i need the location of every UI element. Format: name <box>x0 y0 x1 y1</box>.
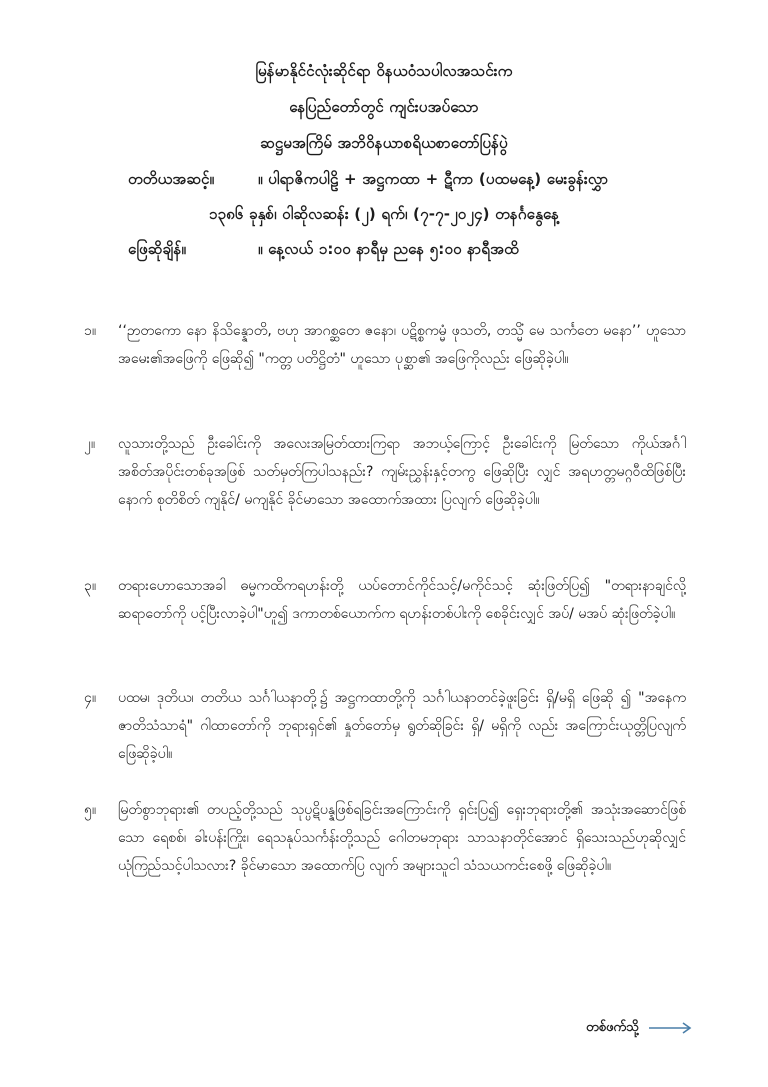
header-time-value: ။ နေ့လယ် ၁:၀၀ နာရီမှ ညနေ ၅:၀၀ နာရီအထိ <box>258 240 519 258</box>
question-number: ၁။ <box>84 323 97 339</box>
question-number: ၃။ <box>84 578 97 594</box>
question-text: လူသားတို့သည် ဦးခေါင်းကို အလေးအမြတ်ထားကြရာ အဘယ့်ကြောင့် ဦးခေါင်းကို မြတ်သော ကိုယ်အင်္ဂါအစိတ်အပိုင်းတစ်ခုအဖြစ် သတ်မှတ်ကြပါသနည်း? ကျမ်းညွှန်းနှင့်တကွ ဖြေဆိုပြီး လျှင် အရဟတ္တမဂ္ဂဝီထိဖြစ်ပြီးနောက် စုတိစိတ် ကျနိုင်/ မကျနိုင် ခိုင်မာသော အထောက်အထား ပြလျက် ဖြေဆိုခဲ့ပါ။ <box>118 436 686 508</box>
question-number: ၂။ <box>84 436 96 452</box>
right-arrow-icon <box>649 1022 693 1034</box>
question-text: ‘‘ဉာတကော နော နိသိန္နောတိ, ဗဟု အာဂစ္ဆတေ ဇနော၊ ပဋိစ္စကမ္မံ ဖုသတိ, တသ္မိံ မေ သင်္ကတေ မနော’’ ဟူသော အမေး၏အဖြေကို ဖြေဆို၍ "ကတ္တ ပတိဋ္ဌိတံ" ဟူသော ပုစ္ဆာ၏ အဖြေကိုလည်း ဖြေဆိုခဲ့ပါ။ <box>118 323 686 367</box>
question-number: ၄။ <box>84 690 97 706</box>
header-event-title: ဆဋ္ဌမအကြိမ် အဘိဝိနယာစရိယစာတော်ပြန်ပွဲ <box>260 134 508 152</box>
header-level-value: ။ ပါရာဇိကပါဠိ + အဋ္ဌကထာ + ဋီကာ (ပထမနေ့) မေးခွန်းလွှာ <box>258 170 609 188</box>
header-organization: မြန်မာနိုင်ငံလုံးဆိုင်ရာ ဝိနယဝံသပါလအသင်းက <box>255 62 513 80</box>
question-number: ၅။ <box>84 802 97 818</box>
header-location: နေပြည်တော်တွင် ကျင်းပအပ်သော <box>289 98 479 116</box>
page-turn-indicator <box>586 1018 693 1038</box>
header-date: ၁၃၈၆ ခုနှစ်၊ ဝါဆိုလဆန်း (၂) ရက်၊ (၇-၇-၂၀၂၄) တနင်္ဂနွေနေ့ <box>208 205 560 223</box>
question-text: ပထမ၊ ဒုတိယ၊ တတိယ သင်္ဂါယနာတို့၌ အဋ္ဌကထာတို့ကို သင်္ဂါယနာတင်ခဲ့ဖူးခြင်း ရှိ/မရှိ ဖြေဆို ၍ "အနေကဇာတိသံသာရံ" ဂါထာတော်ကို ဘုရားရှင်၏ နှုတ်တော်မှ ရွတ်ဆိုခြင်း ရှိ/ မရှိကို လည်း အကြောင်းယုတ္တိပြလျက် ဖြေဆိုခဲ့ပါ။ <box>118 690 686 762</box>
header-time-label: ဖြေဆိုချိန်။ <box>128 240 187 258</box>
header-level-label: တတိယအဆင့်။ <box>128 170 215 188</box>
question-text: မြတ်စွာဘုရား၏ တပည့်တို့သည် သုပ္ပဋိပန္နဖြစ်ရခြင်းအကြောင်းကို ရှင်းပြ၍ ရှေးဘုရားတို့၏ အသုံးအဆောင်ဖြစ်သော ရေစစ်၊ ခါးပန်းကြိုး၊ ရေသနုပ်သင်္ကန်းတို့သည် ဂေါတမဘုရား သာသနာတိုင်အောင် ရှိသေးသည်ဟုဆိုလျှင် ယုံကြည်သင့်ပါသလား? ခိုင်မာသော အထောက်ပြ လျက် အများသူငါ သံသယကင်းစေဖို့ ဖြေဆိုခဲ့ပါ။ <box>118 802 686 874</box>
question-text: တရားဟောသောအခါ ဓမ္မကထိကရဟန်းတို့ ယပ်တောင်ကိုင်သင့်/မကိုင်သင့် ဆုံးဖြတ်ပြ၍ "တရားနာချင်လို့ ဆရာတော်ကို ပင့်ပြီးလာခဲ့ပါ"ဟူ၍ ဒကာတစ်ယောက်က ရဟန်းတစ်ပါးကို စေခိုင်းလျှင် အပ်/ မအပ် ဆုံးဖြတ်ခဲ့ပါ။ <box>118 578 686 622</box>
continue-label: တစ်ဖက်သို့ <box>586 1019 639 1035</box>
